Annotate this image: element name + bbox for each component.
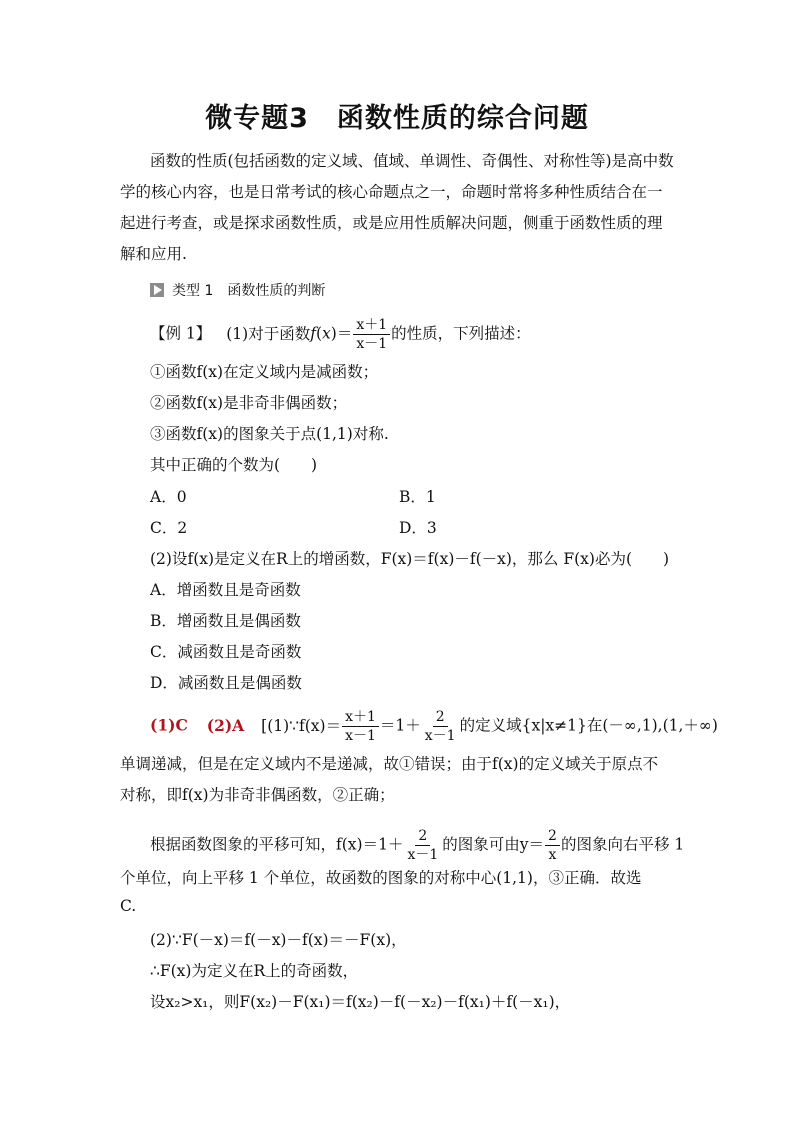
page-title: 微专题3 函数性质的综合问题: [205, 103, 589, 134]
statement-2: ②函数f(x)是非奇非偶函数；: [150, 394, 348, 412]
fraction-1: $\frac{x+1}{x-1}$: [353, 316, 390, 353]
fraction-2: $\frac{2}{x-1}$: [424, 709, 456, 744]
fraction-1b: $\frac{x+1}{x-1}$: [342, 708, 379, 745]
solution-line-3: 对称，即f(x)为非奇非偶函数，②正确；: [120, 786, 395, 804]
fraction-4: $\frac{2}{x}$: [545, 827, 560, 864]
solution-line-6: C.: [120, 897, 137, 915]
q1-suffix: 的性质，下列描述：: [391, 324, 531, 343]
q1-prefix: (1)对于函数: [226, 324, 311, 343]
option-b: B．1: [399, 488, 436, 506]
question-ask: 其中正确的个数为( ): [150, 456, 318, 474]
option-a: A．0: [150, 488, 187, 506]
solution-line-1: (1)C (2)A [(1)∵f(x)＝ $\frac{x+1}{x-1}$ ＝1＋ $\frac{2}{x-1}$ 的定义域{x|x≠1}在(－∞,1),(1,＋∞): [150, 709, 718, 744]
intro-paragraph: 函数的性质(包括函数的定义域、值域、单调性、奇偶性、对称性等)是高中数学的核心内容，也是日常考试的核心命题点之一，命题时常将多种性质结合在一起进行考查，或是探求函数性质，或是应用性质解决问题，侧重于函数性质的理解和应用.: [120, 152, 674, 263]
option-c: C．2: [150, 519, 188, 537]
fraction-3: $\frac{2}{x-1}$: [407, 828, 439, 863]
play-triangle-icon: [150, 283, 164, 297]
solution-line-5: 个单位，向上平移 1 个单位，故函数的图象的对称中心(1,1)，③正确．故选: [120, 869, 642, 887]
q2-option-c: C．减函数且是奇函数: [150, 643, 302, 661]
solution-line-4: 根据函数图象的平移可知，f(x)＝1＋ $\frac{2}{x-1}$ 的图象可由y＝ $\frac{2}{x}$ 的图象向右平移 1: [150, 828, 685, 863]
q2-option-a: A．增函数且是奇函数: [150, 581, 301, 599]
q2-option-d: D．减函数且是偶函数: [150, 674, 302, 692]
q2-option-b: B．增函数且是偶函数: [150, 612, 301, 630]
solution-line-8: ∴F(x)为定义在R上的奇函数，: [150, 962, 359, 980]
answer-1: (1)C: [150, 715, 188, 735]
statement-3: ③函数f(x)的图象关于点(1,1)对称.: [150, 425, 389, 443]
example-question-1: 【例 1】 (1)对于函数f(x)＝ $\frac{x+1}{x-1}$ 的性质，下列描述：: [150, 317, 531, 352]
solution-line-2: 单调递减，但是在定义域内不是递减，故①错误；由于f(x)的定义域关于原点不: [120, 755, 659, 773]
solution-line-9: 设x₂>x₁，则F(x₂)－F(x₁)＝f(x₂)－f(－x₂)－f(x₁)＋f(－x₁)，: [150, 993, 571, 1011]
answer-2: (2)A: [206, 715, 245, 735]
statement-1: ①函数f(x)在定义域内是减函数；: [150, 363, 379, 381]
example-tag: 【例 1】: [150, 324, 212, 343]
example-question-2: (2)设f(x)是定义在R上的增函数，F(x)＝f(x)－f(－x)，那么 F(x)必为( ): [150, 550, 670, 568]
solution-line-7: (2)∵F(－x)＝f(－x)－f(x)＝－F(x)，: [150, 931, 407, 949]
section-heading: [150, 280, 325, 300]
option-d: D．3: [399, 519, 437, 537]
section-label: 类型 1 函数性质的判断: [172, 283, 326, 299]
